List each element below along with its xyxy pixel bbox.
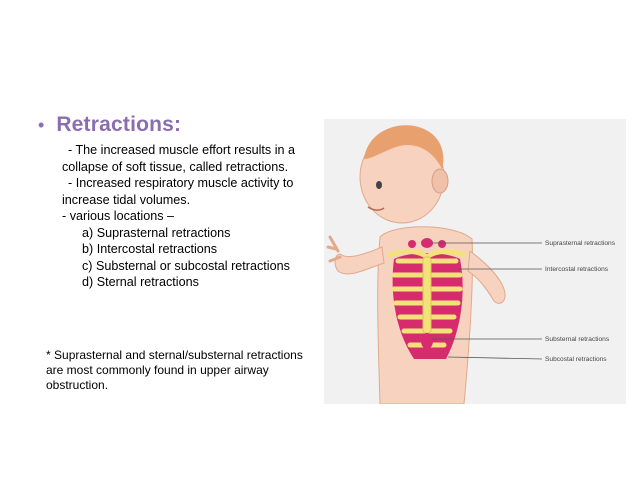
footnote-text: Suprasternal and sternal/substernal retractions are most commonly found in upper airway obstruction. (46, 348, 303, 392)
text-line: b) Intercostal retractions (82, 242, 218, 256)
label-intercostal: Intercostal retractions (545, 266, 609, 273)
text-line: d) Sternal retractions (82, 275, 199, 289)
text-line: a) Suprasternal retractions (82, 225, 231, 240)
body-text (62, 142, 320, 291)
suprasternal-spot (421, 238, 433, 248)
heading-row (38, 113, 181, 137)
baby-chest-diagram (324, 119, 626, 404)
label-subcostal: Subcostal retractions (545, 356, 607, 363)
footnote (46, 348, 318, 393)
bullet-icon: • (38, 115, 45, 135)
text-line: - Increased respiratory muscle activity to increase tidal volumes. (62, 176, 294, 207)
footnote-star: * (46, 348, 51, 362)
substernal-spot (421, 333, 433, 349)
retractions-illustration (324, 119, 626, 404)
slide-heading: Retractions: (56, 113, 182, 136)
text-line: - The increased muscle effort results in a collapse of soft tissue, called retractions. (62, 143, 296, 174)
text-line: c) Substernal or subcostal retractions (82, 258, 290, 273)
text-line: - various locations – (62, 209, 174, 223)
label-suprasternal: Suprasternal retractions (545, 240, 616, 247)
label-substernal: Substernal retractions (545, 336, 610, 343)
